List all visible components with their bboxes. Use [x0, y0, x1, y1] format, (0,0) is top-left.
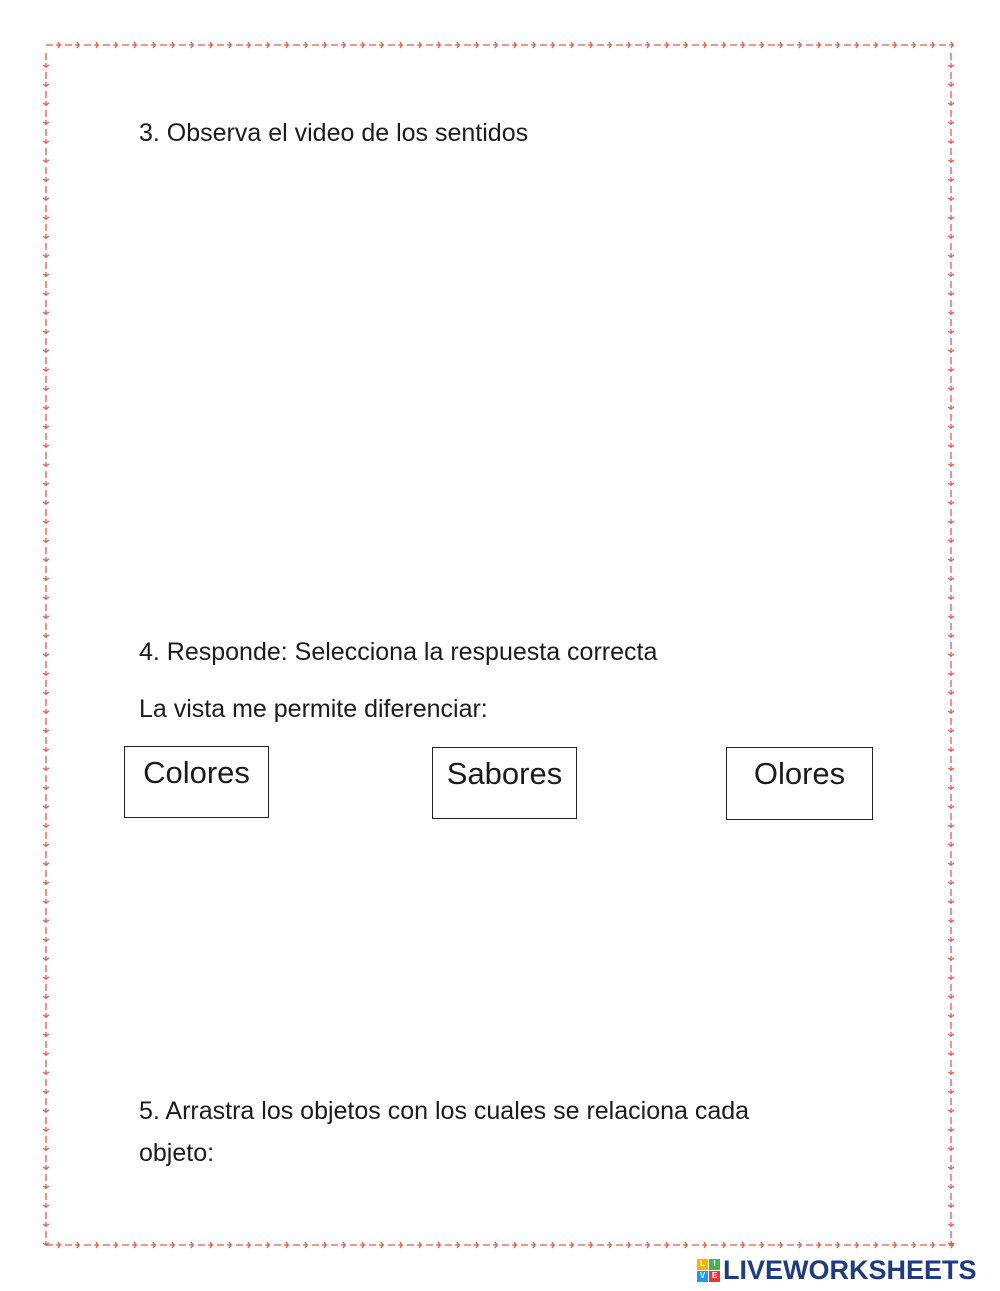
question-3-text: 3. Observa el video de los sentidos — [139, 119, 529, 147]
question-4-prompt: La vista me permite diferenciar: — [139, 695, 488, 723]
liveworksheets-logo-icon — [697, 1259, 720, 1282]
liveworksheets-logo-text: LIVEWORKSHEETS — [723, 1254, 977, 1285]
question-5-line1: 5. Arrastra los objetos con los cuales se relaciona cada — [139, 1097, 750, 1125]
answer-option-label: Colores — [143, 755, 250, 790]
logo-mark-cell: I — [709, 1259, 720, 1270]
logo-mark-cell: L — [697, 1259, 708, 1270]
answer-option-colores[interactable] — [124, 746, 269, 818]
answer-option-olores[interactable] — [726, 747, 873, 820]
question-4-title: 4. Responde: Selecciona la respuesta correcta — [139, 638, 658, 666]
liveworksheets-logo — [697, 1254, 977, 1286]
answer-option-sabores[interactable] — [432, 747, 577, 819]
answer-option-label: Sabores — [446, 756, 563, 791]
question-5-line2: objeto: — [139, 1139, 215, 1167]
logo-mark-cell: E — [709, 1271, 720, 1282]
logo-mark-cell: V — [697, 1271, 708, 1282]
answer-option-label: Olores — [753, 756, 846, 791]
